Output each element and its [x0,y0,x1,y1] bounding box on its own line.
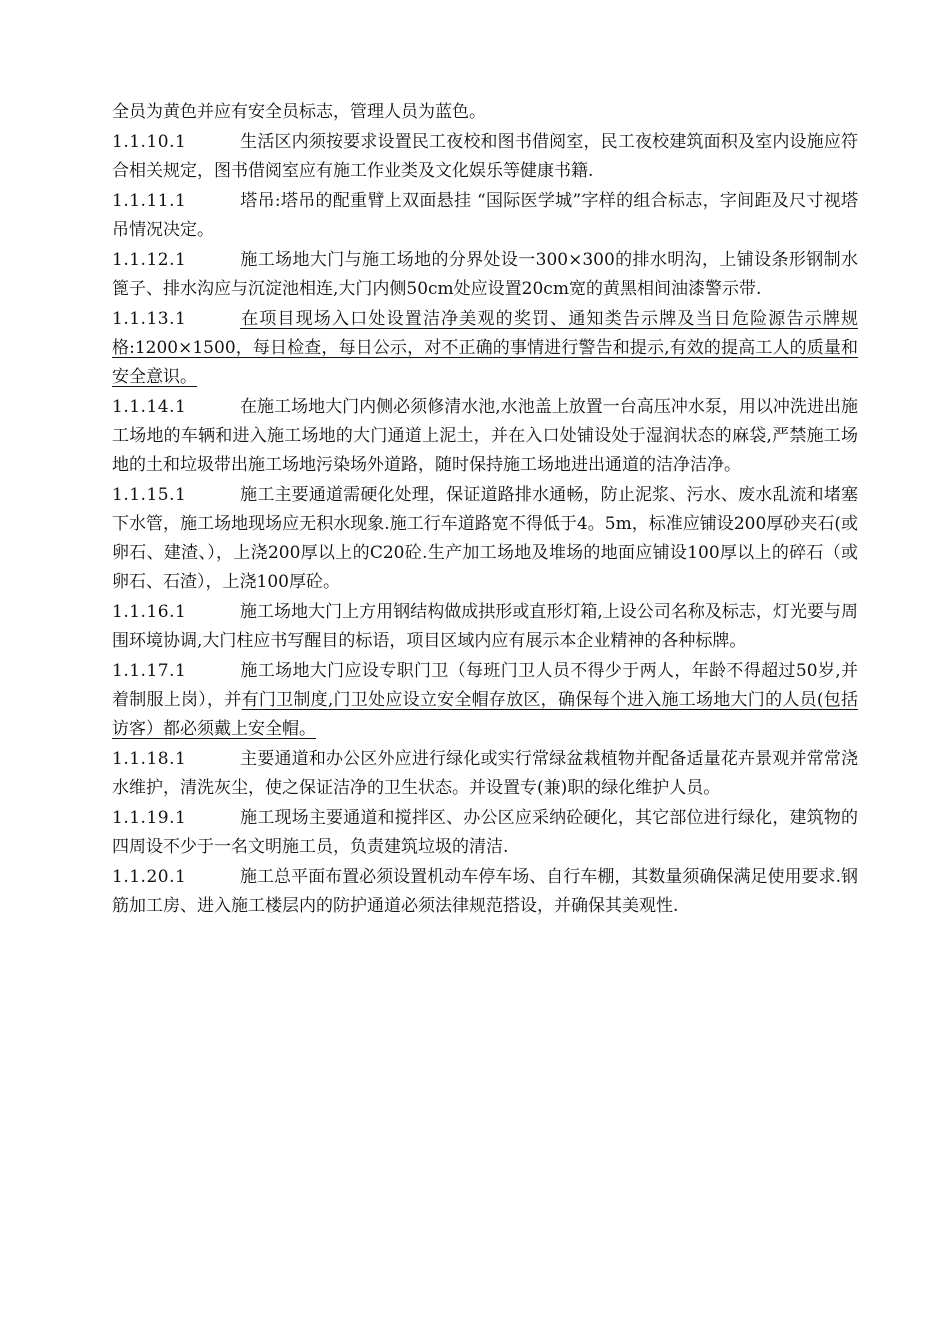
paragraph-text: 施工总平面布置必须设置机动车停车场、自行车棚，其数量须确保满足使用要求.钢筋加工房、进入施工楼层内的防护通道必须法律规范搭设，并确保其美观性. [112,867,858,916]
paragraph-text: 生活区内须按要求设置民工夜校和图书借阅室，民工夜校建筑面积及室内设施应符合相关规定，图书借阅室应有施工作业类及文化娱乐等健康书籍. [112,132,858,181]
paragraph-text: 施工场地大门与施工场地的分界处设一300×300的排水明沟，上铺设条形钢制水篦子、排水沟应与沉淀池相连,大门内侧50cm处应设置20cm宽的黄黑相间油漆警示带. [112,250,858,299]
paragraph-1-1-15-1 [112,481,858,597]
paragraph-text: 施工场地大门应设专职门卫（每班门卫人员不得少于两人，年龄不得超过50岁,并着制服上岗），并 [112,661,858,710]
paragraph-1-1-10-1 [112,128,858,186]
clause-number: 1.1.13.1 [112,309,187,329]
paragraph-1-1-13-1 [112,305,858,392]
paragraph-1-1-17-1 [112,657,858,744]
clause-number: 1.1.12.1 [112,250,187,270]
clause-number: 1.1.17.1 [112,661,187,681]
paragraph-text: 施工主要通道需硬化处理，保证道路排水通畅，防止泥浆、污水、废水乱流和堵塞下水管，施工场地现场应无积水现象.施工行车道路宽不得低于4。5m，标准应铺设200厚砂夹石(或卵石、建渣、），上浇200厚以上的C20砼.生产加工场地及堆场的地面应铺设100厚以上的碎石（或卵石、石渣），上浇100厚砼。 [112,485,858,592]
paragraph-1-1-16-1 [112,598,858,656]
paragraph-text: 全员为黄色并应有安全员标志，管理人员为蓝色。 [112,102,486,122]
paragraph-text: 在施工场地大门内侧必须修清水池,水池盖上放置一台高压冲水泵，用以冲洗进出施工场地的车辆和进入施工场地的大门通道上泥土，并在入口处铺设处于湿润状态的麻袋,严禁施工场地的土和垃圾带出施工场地污染场外道路，随时保持施工场地进出通道的洁净洁净。 [112,397,858,475]
paragraph-1-1-19-1 [112,804,858,862]
paragraph-1-1-12-1 [112,246,858,304]
paragraph-1-1-20-1 [112,863,858,921]
underlined-text: 在项目现场入口处设置洁净美观的奖罚、通知类告示牌及当日危险源告示牌规格:1200×1500，每日检查，每日公示，对不正确的事情进行警告和提示,有效的提高工人的质量和安全意识。 [112,309,858,387]
clause-number: 1.1.18.1 [112,749,187,769]
paragraph-text: 主要通道和办公区外应进行绿化或实行常绿盆栽植物并配备适量花卉景观并常常浇水维护，清洗灰尘，使之保证洁净的卫生状态。并设置专(兼)职的绿化维护人员。 [112,749,858,798]
clause-number: 1.1.14.1 [112,397,187,417]
clause-number: 1.1.16.1 [112,602,187,622]
paragraph-text: 塔吊:塔吊的配重臂上双面悬挂 “国际医学城”字样的组合标志，字间距及尺寸视塔吊情况决定。 [112,191,858,240]
paragraph-text: 施工现场主要通道和搅拌区、办公区应采纳砼硬化，其它部位进行绿化，建筑物的四周设不少于一名文明施工员，负责建筑垃圾的清洁. [112,808,858,857]
underlined-text: 有门卫制度,门卫处应设立安全帽存放区，确保每个进入施工场地大门的人员(包括访客）都必须戴上安全帽。 [112,690,858,739]
clause-number: 1.1.19.1 [112,808,187,828]
clause-number: 1.1.15.1 [112,485,187,505]
document-page [112,98,858,922]
paragraph-0 [112,98,858,127]
paragraph-1-1-11-1 [112,187,858,245]
paragraph-1-1-14-1 [112,393,858,480]
clause-number: 1.1.20.1 [112,867,187,887]
paragraph-text: 施工场地大门上方用钢结构做成拱形或直形灯箱,上设公司名称及标志，灯光要与周围环境协调,大门柱应书写醒目的标语，项目区域内应有展示本企业精神的各种标牌。 [112,602,858,651]
clause-number: 1.1.10.1 [112,132,187,152]
paragraph-1-1-18-1 [112,745,858,803]
clause-number: 1.1.11.1 [112,191,187,211]
